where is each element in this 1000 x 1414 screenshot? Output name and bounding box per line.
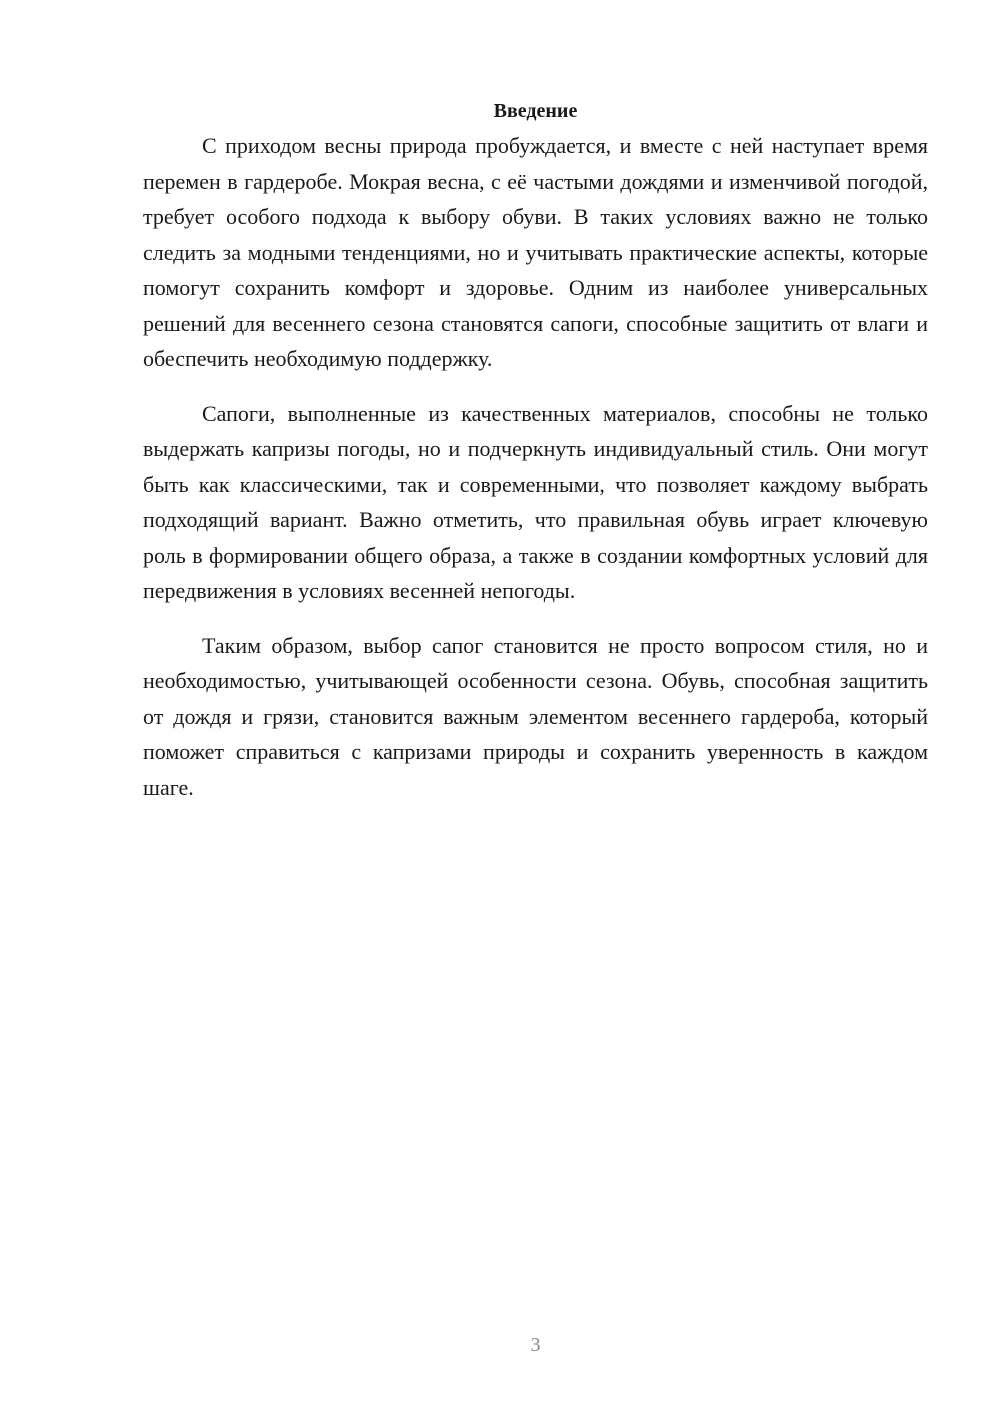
- paragraph-3: Таким образом, выбор сапог становится не просто вопросом стиля, но и необходимостью, учитывающей особенности сезона. Обувь, способная защитить от дождя и грязи, становится важным элементом весеннего гардероба, который поможет справиться с капризами природы и сохранить уверенность в каждом шаге.: [143, 632, 928, 800]
- page-number: 3: [530, 1334, 541, 1356]
- page-content: [143, 96, 928, 824]
- section-heading: Введение: [493, 100, 578, 122]
- paragraph-1: С приходом весны природа пробуждается, и вместе с ней наступает время перемен в гардеробе. Мокрая весна, с её частыми дождями и изменчивой погодой, требует особого подхода к выбору обуви. В таких условиях важно не только следить за модными тенденциями, но и учитывать практические аспекты, которые помогут сохранить комфорт и здоровье. Одним из наиболее универсальных решений для весеннего сезона становятся сапоги, способные защитить от влаги и обеспечить необходимую поддержку.: [143, 133, 928, 371]
- paragraph-2: Сапоги, выполненные из качественных материалов, способны не только выдержать капризы погоды, но и подчеркнуть индивидуальный стиль. Они могут быть как классическими, так и современными, что позволяет каждому выбрать подходящий вариант. Важно отметить, что правильная обувь играет ключевую роль в формировании общего образа, а также в создании комфортных условий для передвижения в условиях весенней непогоды.: [143, 400, 928, 603]
